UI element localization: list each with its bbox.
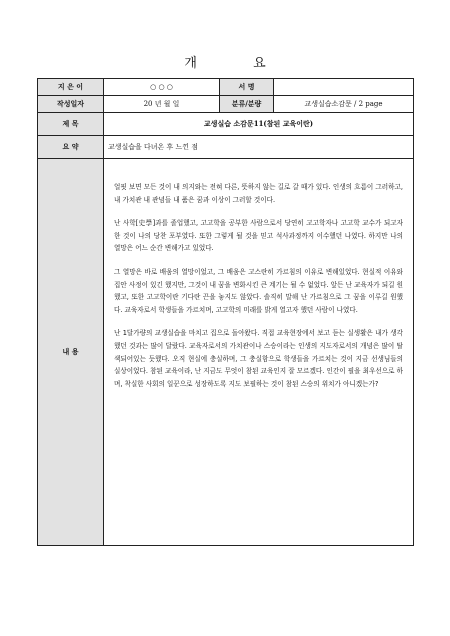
content-body	[104, 159, 414, 546]
subject-label: 제 목	[38, 113, 104, 136]
book-name-label: 서 명	[220, 79, 274, 96]
category-label: 분류/분량	[220, 96, 274, 113]
page-title: 개 요	[184, 56, 292, 71]
content-paragraph-2: 난 사학[史學]과를 졸업했고, 고고학을 공부한 사람으로서 당연히 고고학자나 고고학 교수가 되고자 한 것이 나의 당찬 포부였다. 또한 그렇게 될 것을 믿고 석사과정까지 이수했던 나였다. 하지만 나의 열망은 어느 순간 변해가고 있었다.	[114, 219, 403, 253]
category-value: 교생실습소감문 / 2 page	[274, 96, 414, 113]
date-value: 20 년 월 일	[104, 96, 220, 113]
book-name-value	[274, 79, 414, 96]
subject-value: 교생실습 소감문11(참된 교육이란)	[104, 113, 414, 136]
summary-form	[37, 78, 414, 546]
content-paragraph-1: 얼핏 보면 모든 것이 내 의지와는 전혀 다른, 뜻하지 않는 길로 갈 때가 있다. 인생의 흐름이 그러하고, 내 가치관 내 관념들 내 품은 꿈과 이상이 그러할 것이다.	[114, 183, 403, 204]
summary-label: 요 약	[38, 136, 104, 159]
summary-value: 교생실습을 다녀온 후 느낀 점	[104, 136, 414, 159]
author-value: ○ ○ ○	[104, 79, 220, 96]
date-label: 작성일자	[38, 96, 104, 113]
content-paragraph-3: 그 열망은 바로 배움의 열망이었고, 그 배움은 고스란히 가르침의 이유로 변해있었다. 현실적 이유와 집안 사정이 있긴 했지만, 그것이 내 꿈을 변화시킨 큰 계기는 될 수 없었다. 앞든 난 교육자가 되길 원했고, 또한 고고학이란 기다란 끈을 놓지도 않았다. 솔직히 말해 난 가르침으로 그 꿈을 이루길 원했다. 교육자로서 학생들을 가르치며, 고고학의 미래를 밝게 열고자 했던 사람이 나였다.	[114, 267, 403, 314]
content-paragraph-4: 난 1달가량의 교생실습을 마치고 집으로 돌아왔다. 직접 교육현장에서 보고 듣는 실생활은 내가 생각했던 것과는 많이 달랐다. 교육자로서의 가치관이나 스승이라는 인생의 지도자로서의 개념은 많이 탈색되어있는 듯했다. 오직 현실에 충실하며, 그 충실함으로 학생들을 가르치는 것이 지금 선생님들의 실상이었다. 참된 교육이라, 난 지금도 무엇이 참된 교육인지 잘 모르겠다. 인간이 필을 최우선으로 하며, 착실한 사회의 일꾼으로 성장하도록 지도 보필하는 것이 참된 스승의 위치가 아니겠는가?	[114, 329, 403, 388]
content-label: 내 용	[38, 159, 104, 546]
author-label: 지 은 이	[38, 79, 104, 96]
